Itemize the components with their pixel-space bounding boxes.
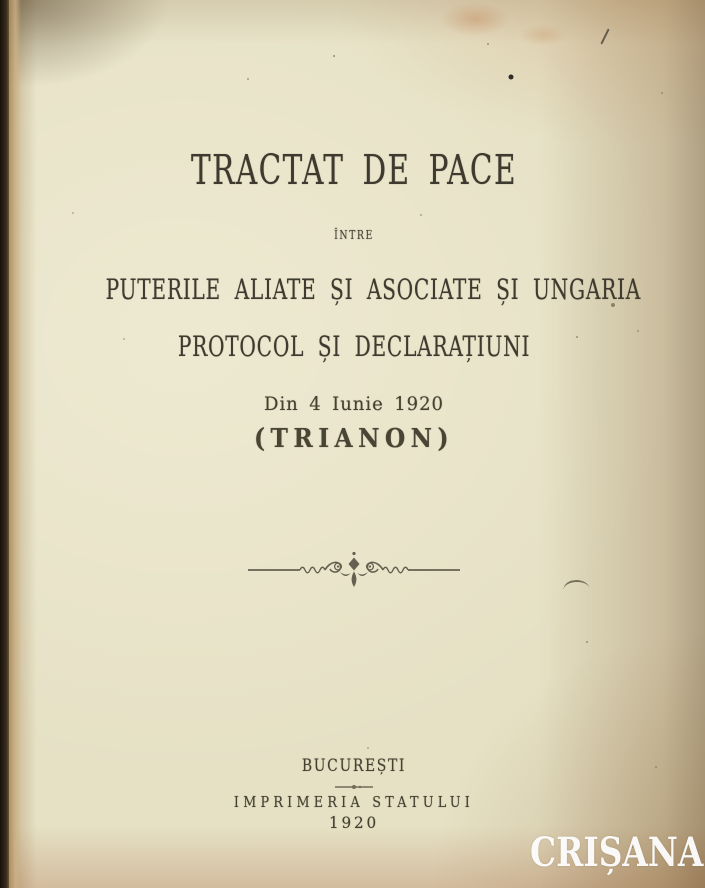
title-page-content bbox=[9, 0, 699, 888]
flourish-divider-icon bbox=[244, 548, 464, 592]
page-title: TRACTAT DE PACE bbox=[191, 146, 517, 194]
protocol-line: PROTOCOL ȘI DECLARAȚIUNI bbox=[177, 330, 531, 363]
date-line: Din 4 Iunie 1920 bbox=[264, 393, 444, 415]
between-label: ÎNTRE bbox=[334, 228, 374, 242]
imprint-city: BUCUREȘTI bbox=[301, 756, 407, 776]
imprint-printer: IMPRIMERIA STATULUI bbox=[233, 793, 475, 811]
book-spine-edge bbox=[0, 0, 9, 888]
imprint-year: 1920 bbox=[328, 813, 380, 832]
paper-specks bbox=[0, 0, 2, 2]
parties-line: PUTERILE ALIATE ȘI ASOCIATE ȘI UNGARIA bbox=[105, 273, 641, 306]
dash-ornament-icon bbox=[334, 784, 374, 790]
watermark-crisana: CRIȘANA bbox=[529, 829, 703, 876]
treaty-name: (TRIANON) bbox=[254, 424, 454, 454]
